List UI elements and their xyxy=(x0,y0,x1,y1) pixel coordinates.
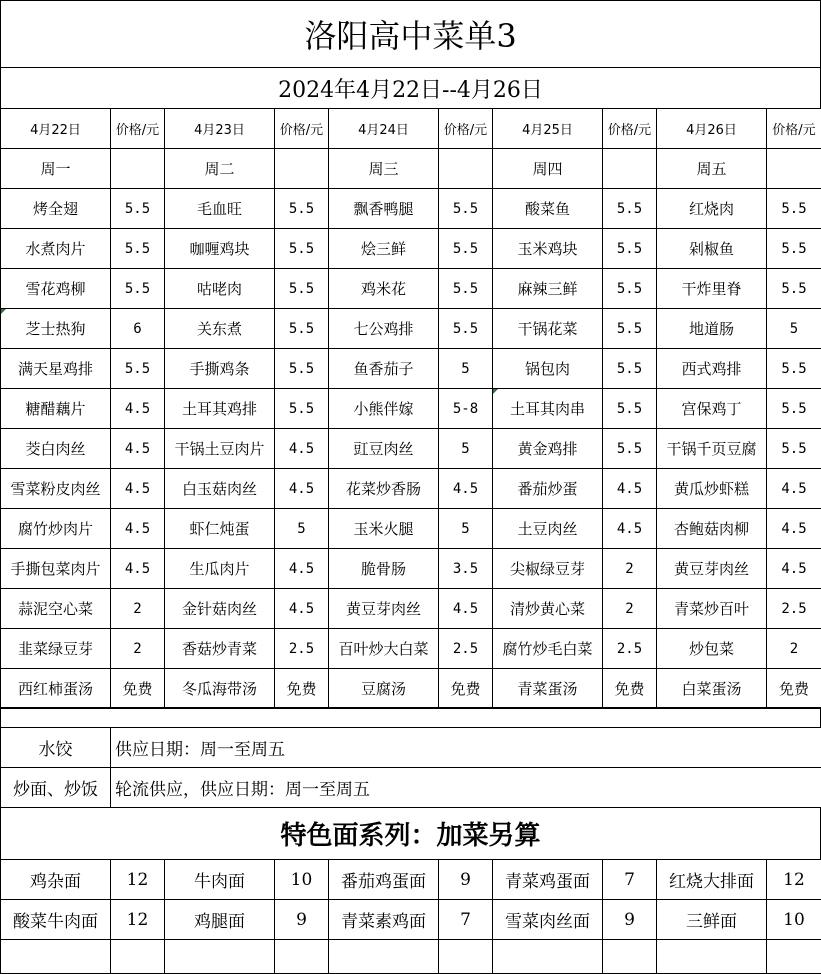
dish-price: 4.5 xyxy=(111,549,165,589)
special-title: 特色面系列：加菜另算 xyxy=(1,808,821,860)
dish-name: 清炒黄心菜 xyxy=(493,589,603,629)
dish-price: 5.5 xyxy=(767,389,821,429)
dish-price: 2.5 xyxy=(767,589,821,629)
noodle-name: 青菜鸡蛋面 xyxy=(493,860,603,900)
dish-name: 腐竹炒毛白菜 xyxy=(493,629,603,669)
dish-row xyxy=(1,549,821,589)
dish-price: 5.5 xyxy=(275,389,329,429)
dish-name: 青菜炒百叶 xyxy=(657,589,767,629)
dish-name: 雪花鸡柳 xyxy=(1,269,111,309)
noodle-price: 7 xyxy=(603,860,657,900)
dish-row xyxy=(1,389,821,429)
dish-name: 花菜炒香肠 xyxy=(329,469,439,509)
dish-price: 4.5 xyxy=(275,549,329,589)
dish-price: 5.5 xyxy=(603,189,657,229)
noodle-price: 9 xyxy=(603,900,657,940)
dish-row xyxy=(1,469,821,509)
empty-cell xyxy=(767,940,821,974)
dish-name: 百叶炒大白菜 xyxy=(329,629,439,669)
dish-price: 4.5 xyxy=(439,469,493,509)
dish-name: 红烧肉 xyxy=(657,189,767,229)
dish-price: 4.5 xyxy=(603,469,657,509)
weekday-cell: 周五 xyxy=(657,149,767,189)
weekday-cell: 周二 xyxy=(165,149,275,189)
dish-row xyxy=(1,589,821,629)
dish-price: 5.5 xyxy=(767,349,821,389)
dish-name: 番茄炒蛋 xyxy=(493,469,603,509)
dish-price: 5 xyxy=(439,429,493,469)
dish-price: 2 xyxy=(111,629,165,669)
dish-name: 干锅土豆肉片 xyxy=(165,429,275,469)
weekday-cell: 周一 xyxy=(1,149,111,189)
dish-name: 豇豆肉丝 xyxy=(329,429,439,469)
noodle-name: 三鲜面 xyxy=(657,900,767,940)
dish-price: 5.5 xyxy=(767,189,821,229)
noodle-price: 12 xyxy=(767,860,821,900)
dish-row xyxy=(1,309,821,349)
price-header: 价格/元 xyxy=(767,109,821,149)
dish-name: 宫保鸡丁 xyxy=(657,389,767,429)
noodle-name: 番茄鸡蛋面 xyxy=(329,860,439,900)
empty-cell xyxy=(603,940,657,974)
dish-name: 黄瓜炒虾糕 xyxy=(657,469,767,509)
dish-price: 2.5 xyxy=(439,629,493,669)
noodle-price: 12 xyxy=(111,860,165,900)
dish-name: 虾仁炖蛋 xyxy=(165,509,275,549)
dish-name: 锅包肉 xyxy=(493,349,603,389)
spacer-row xyxy=(0,707,821,728)
dish-name: 糖醋藕片 xyxy=(1,389,111,429)
dish-name: 香菇炒青菜 xyxy=(165,629,275,669)
price-header: 价格/元 xyxy=(603,109,657,149)
weekday-price-cell xyxy=(439,149,493,189)
dish-name: 干锅千页豆腐 xyxy=(657,429,767,469)
dish-price: 3.5 xyxy=(439,549,493,589)
dish-name: 鱼香茄子 xyxy=(329,349,439,389)
dish-name: 白菜蛋汤 xyxy=(657,669,767,709)
dish-name: 腐竹炒肉片 xyxy=(1,509,111,549)
dish-price: 5 xyxy=(767,309,821,349)
dish-price: 5-8 xyxy=(439,389,493,429)
dish-name: 毛血旺 xyxy=(165,189,275,229)
price-header: 价格/元 xyxy=(439,109,493,149)
dish-price: 5.5 xyxy=(111,189,165,229)
dish-price: 6 xyxy=(111,309,165,349)
dish-price: 5.5 xyxy=(767,429,821,469)
dish-price: 4.5 xyxy=(603,509,657,549)
dish-name: 小熊伴嫁 xyxy=(329,389,439,429)
noodle-row xyxy=(1,900,821,940)
dish-price: 2 xyxy=(603,549,657,589)
dish-price: 2 xyxy=(767,629,821,669)
weekday-price-cell xyxy=(767,149,821,189)
dish-row xyxy=(1,229,821,269)
dish-price: 5.5 xyxy=(767,269,821,309)
dish-name: 水煮肉片 xyxy=(1,229,111,269)
noodle-price: 9 xyxy=(275,900,329,940)
dish-price: 5.5 xyxy=(275,309,329,349)
dish-price: 4.5 xyxy=(275,429,329,469)
noodle-price: 9 xyxy=(439,860,493,900)
dish-row xyxy=(1,189,821,229)
dish-name: 冬瓜海带汤 xyxy=(165,669,275,709)
dish-price: 2 xyxy=(111,589,165,629)
dish-name: 手撕包菜肉片 xyxy=(1,549,111,589)
noodle-name: 鸡腿面 xyxy=(165,900,275,940)
dish-name: 干锅花菜 xyxy=(493,309,603,349)
empty-cell xyxy=(439,940,493,974)
date-header: 4月24日 xyxy=(329,109,439,149)
dish-name: 雪菜粉皮肉丝 xyxy=(1,469,111,509)
dish-price: 5.5 xyxy=(439,189,493,229)
dish-name: 玉米鸡块 xyxy=(493,229,603,269)
dish-name: 尖椒绿豆芽 xyxy=(493,549,603,589)
dish-price: 5.5 xyxy=(275,229,329,269)
dish-price: 免费 xyxy=(275,669,329,709)
dish-name: 蒜泥空心菜 xyxy=(1,589,111,629)
dish-price: 4.5 xyxy=(767,469,821,509)
menu-table xyxy=(0,108,821,709)
dish-name: 芝士热狗 xyxy=(1,309,111,349)
empty-cell xyxy=(493,940,603,974)
dish-name: 土豆肉丝 xyxy=(493,509,603,549)
weekday-price-cell xyxy=(111,149,165,189)
page-title: 洛阳高中菜单3 xyxy=(1,1,821,68)
dish-price: 5.5 xyxy=(603,349,657,389)
dish-name: 生瓜肉片 xyxy=(165,549,275,589)
spacer-cell xyxy=(1,708,821,728)
extra-row xyxy=(1,768,821,808)
extra-note: 轮流供应，供应日期：周一至周五 xyxy=(111,768,821,808)
dish-price: 4.5 xyxy=(439,589,493,629)
dish-name: 剁椒鱼 xyxy=(657,229,767,269)
dish-row xyxy=(1,629,821,669)
dish-name: 黄豆芽肉丝 xyxy=(657,549,767,589)
special-noodles-header xyxy=(0,807,821,860)
dish-name: 金针菇肉丝 xyxy=(165,589,275,629)
extra-note: 供应日期：周一至周五 xyxy=(111,728,821,768)
noodle-price: 12 xyxy=(111,900,165,940)
dish-name: 烩三鲜 xyxy=(329,229,439,269)
noodle-price: 10 xyxy=(767,900,821,940)
dish-price: 免费 xyxy=(767,669,821,709)
title-table xyxy=(0,0,821,68)
date-header: 4月26日 xyxy=(657,109,767,149)
dish-name: 韭菜绿豆芽 xyxy=(1,629,111,669)
dish-price: 4.5 xyxy=(767,509,821,549)
noodle-name: 酸菜牛肉面 xyxy=(1,900,111,940)
dish-name: 青菜蛋汤 xyxy=(493,669,603,709)
dish-price: 5.5 xyxy=(111,229,165,269)
dish-price: 5.5 xyxy=(275,189,329,229)
date-header: 4月22日 xyxy=(1,109,111,149)
extras-table xyxy=(0,727,821,808)
dish-price: 2.5 xyxy=(603,629,657,669)
empty-cell xyxy=(111,940,165,974)
noodles-table xyxy=(0,859,821,940)
extra-label: 水饺 xyxy=(1,728,111,768)
dish-price: 4.5 xyxy=(275,469,329,509)
dish-name: 黄金鸡排 xyxy=(493,429,603,469)
extra-row xyxy=(1,728,821,768)
dish-name: 关东煮 xyxy=(165,309,275,349)
weekday-row xyxy=(1,149,821,189)
empty-cell xyxy=(275,940,329,974)
dish-name: 咖喱鸡块 xyxy=(165,229,275,269)
dish-name: 西红柿蛋汤 xyxy=(1,669,111,709)
dish-name: 干炸里脊 xyxy=(657,269,767,309)
dish-row xyxy=(1,509,821,549)
dish-price: 2.5 xyxy=(275,629,329,669)
noodle-name: 雪菜肉丝面 xyxy=(493,900,603,940)
dish-name: 酸菜鱼 xyxy=(493,189,603,229)
dish-name: 炒包菜 xyxy=(657,629,767,669)
price-header: 价格/元 xyxy=(111,109,165,149)
dish-name: 地道肠 xyxy=(657,309,767,349)
dish-name: 白玉菇肉丝 xyxy=(165,469,275,509)
dish-price: 免费 xyxy=(603,669,657,709)
noodle-name: 青菜素鸡面 xyxy=(329,900,439,940)
date-header: 4月25日 xyxy=(493,109,603,149)
empty-cell xyxy=(165,940,275,974)
dish-price: 4.5 xyxy=(767,549,821,589)
dish-price: 5.5 xyxy=(603,309,657,349)
dish-price: 5 xyxy=(439,509,493,549)
dish-name: 鸡米花 xyxy=(329,269,439,309)
dish-name: 烤全翅 xyxy=(1,189,111,229)
dish-price: 2 xyxy=(603,589,657,629)
dish-name: 土耳其肉串 xyxy=(493,389,603,429)
dish-price: 4.5 xyxy=(111,509,165,549)
dish-name: 土耳其鸡排 xyxy=(165,389,275,429)
menu-header-row xyxy=(1,109,821,149)
noodle-name: 鸡杂面 xyxy=(1,860,111,900)
dish-price: 5.5 xyxy=(767,229,821,269)
date-table xyxy=(0,67,821,109)
dish-name: 杏鲍菇肉柳 xyxy=(657,509,767,549)
dish-price: 5.5 xyxy=(275,269,329,309)
dish-price: 4.5 xyxy=(111,389,165,429)
dish-price: 免费 xyxy=(439,669,493,709)
empty-cell xyxy=(329,940,439,974)
noodle-price: 10 xyxy=(275,860,329,900)
dish-price: 免费 xyxy=(111,669,165,709)
weekday-price-cell xyxy=(603,149,657,189)
empty-bottom-row xyxy=(0,939,821,974)
dish-price: 5.5 xyxy=(603,229,657,269)
dish-row xyxy=(1,349,821,389)
dish-name: 豆腐汤 xyxy=(329,669,439,709)
weekday-price-cell xyxy=(275,149,329,189)
empty-cell xyxy=(1,940,111,974)
dish-price: 5.5 xyxy=(603,429,657,469)
weekday-cell: 周四 xyxy=(493,149,603,189)
noodle-price: 7 xyxy=(439,900,493,940)
dish-name: 七公鸡排 xyxy=(329,309,439,349)
dish-name: 黄豆芽肉丝 xyxy=(329,589,439,629)
weekday-cell: 周三 xyxy=(329,149,439,189)
dish-price: 5.5 xyxy=(603,389,657,429)
dish-price: 5 xyxy=(275,509,329,549)
noodle-name: 牛肉面 xyxy=(165,860,275,900)
price-header: 价格/元 xyxy=(275,109,329,149)
dish-name: 茭白肉丝 xyxy=(1,429,111,469)
dish-price: 4.5 xyxy=(111,429,165,469)
dish-name: 麻辣三鲜 xyxy=(493,269,603,309)
dish-price: 5.5 xyxy=(111,349,165,389)
date-header: 4月23日 xyxy=(165,109,275,149)
dish-price: 4.5 xyxy=(111,469,165,509)
dish-name: 脆骨肠 xyxy=(329,549,439,589)
dish-price: 5.5 xyxy=(439,309,493,349)
dish-name: 手撕鸡条 xyxy=(165,349,275,389)
dish-price: 4.5 xyxy=(275,589,329,629)
dish-price: 5 xyxy=(439,349,493,389)
dish-price: 5.5 xyxy=(439,269,493,309)
dish-price: 5.5 xyxy=(275,349,329,389)
dish-row xyxy=(1,269,821,309)
dish-price: 5.5 xyxy=(603,269,657,309)
dish-row xyxy=(1,669,821,709)
extra-label: 炒面、炒饭 xyxy=(1,768,111,808)
dish-name: 玉米火腿 xyxy=(329,509,439,549)
empty-cell xyxy=(657,940,767,974)
dish-name: 满天星鸡排 xyxy=(1,349,111,389)
dish-price: 5.5 xyxy=(439,229,493,269)
dish-price: 5.5 xyxy=(111,269,165,309)
dish-name: 西式鸡排 xyxy=(657,349,767,389)
dish-row xyxy=(1,429,821,469)
date-range: 2024年4月22日--4月26日 xyxy=(1,68,821,109)
noodle-name: 红烧大排面 xyxy=(657,860,767,900)
dish-name: 飘香鸭腿 xyxy=(329,189,439,229)
noodle-row xyxy=(1,860,821,900)
dish-name: 咕咾肉 xyxy=(165,269,275,309)
